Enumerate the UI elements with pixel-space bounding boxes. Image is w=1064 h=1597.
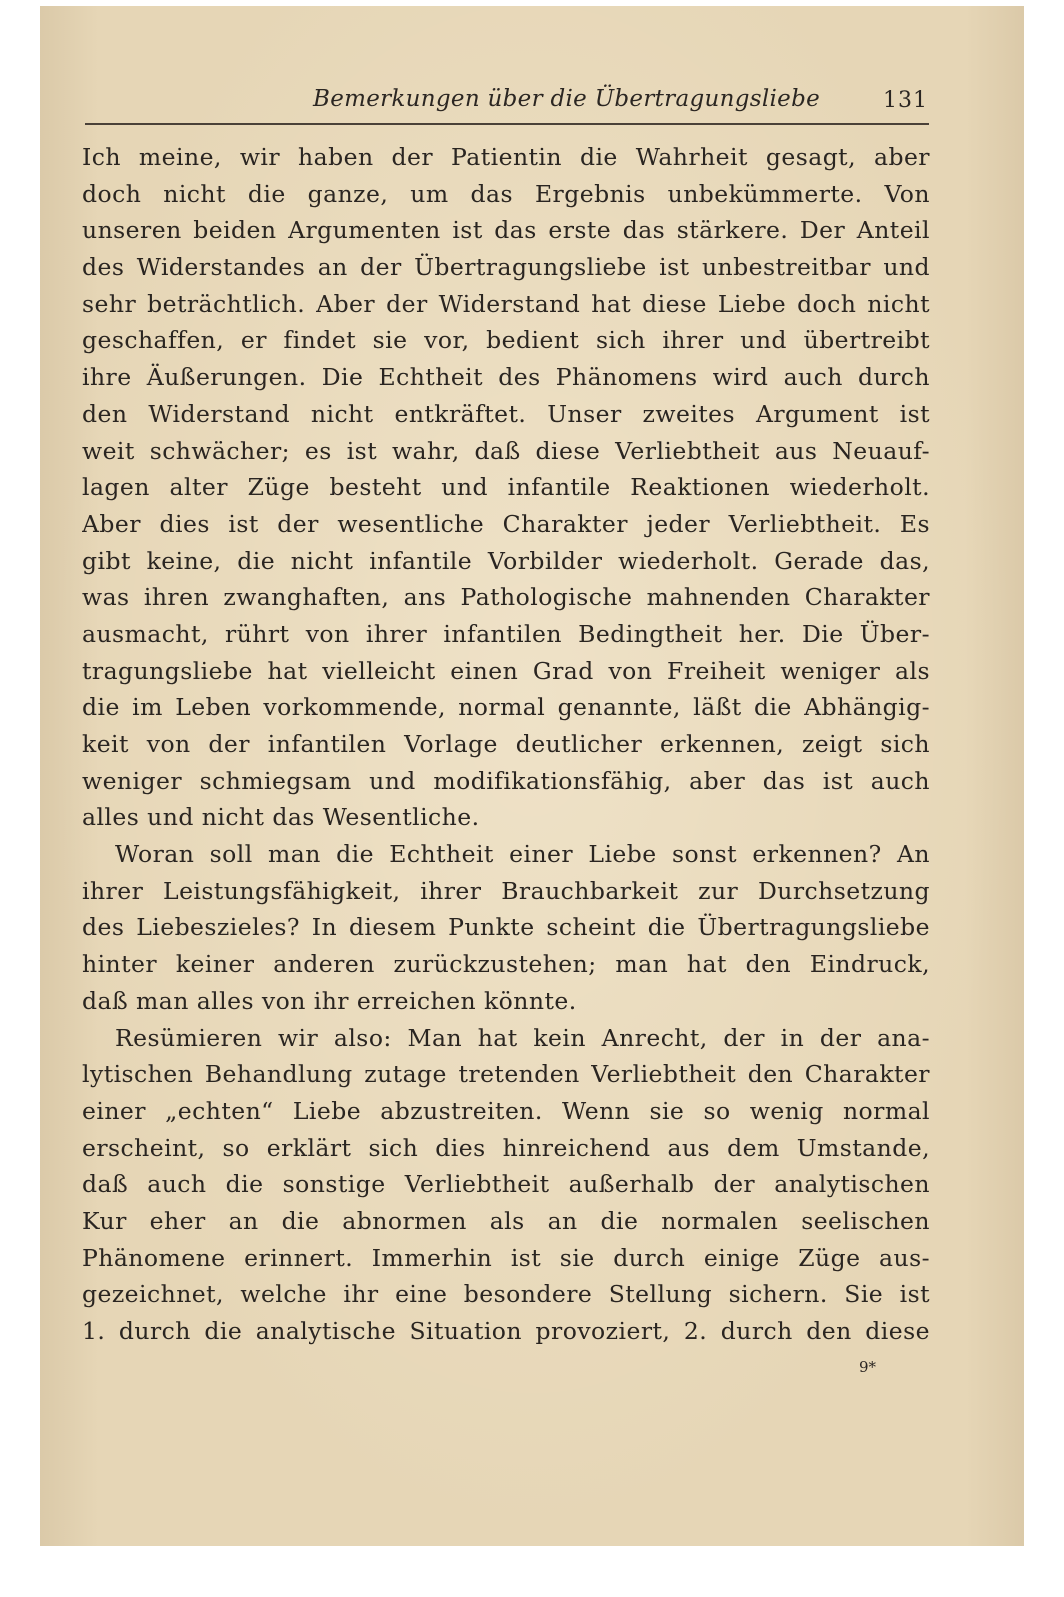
text-line: hinter keiner anderen zurückzustehen; man hat den Eindruck, — [82, 950, 930, 979]
text-line: ihre Äußerungen. Die Echtheit des Phänomens wird auch durch — [82, 363, 930, 392]
text-line: gibt keine, die nicht infantile Vorbilder wiederholt. Gerade das, — [82, 546, 930, 575]
book-page — [40, 6, 1024, 1546]
text-line: des Liebeszieles? In diesem Punkte scheint die Übertragungsliebe — [82, 913, 930, 942]
text-line: gezeichnet, welche ihr eine besondere Stellung sichern. Sie ist — [82, 1280, 930, 1309]
text-line: einer „echten“ Liebe abzustreiten. Wenn sie so wenig normal — [82, 1096, 930, 1125]
text-line: Phänomene erinnert. Immerhin ist sie durch einige Züge aus- — [82, 1243, 930, 1272]
text-line: ihrer Leistungsfähigkeit, ihrer Brauchbarkeit zur Durchsetzung — [82, 876, 930, 905]
text-line: was ihren zwanghaften, ans Pathologische mahnenden Charakter — [82, 583, 930, 612]
text-line: erscheint, so erklärt sich dies hinreichend aus dem Umstande, — [82, 1133, 930, 1162]
signature-mark: 9* — [859, 1358, 877, 1376]
text-line: 1. durch die analytische Situation provoziert, 2. durch den diese — [82, 1317, 930, 1345]
text-line: weit schwächer; es ist wahr, daß diese Verliebtheit aus Neuauf- — [82, 436, 930, 465]
text-line: Woran soll man die Echtheit einer Liebe sonst erkennen? An — [115, 840, 930, 869]
text-line: unseren beiden Argumenten ist das erste das stärkere. Der Anteil — [82, 216, 930, 245]
text-line: Resümieren wir also: Man hat kein Anrecht, der in der ana- — [115, 1023, 930, 1052]
text-line: den Widerstand nicht entkräftet. Unser zweites Argument ist — [82, 399, 930, 428]
text-line: ausmacht, rührt von ihrer infantilen Bedingtheit her. Die Über- — [82, 619, 930, 648]
text-line: des Widerstandes an der Übertragungsliebe ist unbestreitbar und — [82, 253, 930, 282]
body-text — [82, 139, 930, 1350]
running-title: Bemerkungen über die Übertragungsliebe — [313, 86, 821, 112]
text-line: Aber dies ist der wesentliche Charakter jeder Verliebtheit. Es — [82, 509, 930, 538]
text-line: tragungsliebe hat vielleicht einen Grad von Freiheit weniger als — [82, 656, 930, 685]
text-line: Kur eher an die abnormen als an die normalen seelischen — [82, 1206, 930, 1235]
text-line: daß auch die sonstige Verliebtheit außerhalb der analytischen — [82, 1170, 930, 1199]
text-line: keit von der infantilen Vorlage deutlicher erkennen, zeigt sich — [82, 730, 930, 758]
text-line: lagen alter Züge besteht und infantile Reaktionen wiederholt. — [82, 473, 930, 502]
page-header — [85, 82, 930, 118]
text-line: lytischen Behandlung zutage tretenden Verliebtheit den Charakter — [82, 1060, 930, 1089]
text-line: die im Leben vorkommende, normal genannte, läßt die Abhängig- — [82, 693, 930, 722]
text-line: sehr beträchtlich. Aber der Widerstand hat diese Liebe doch nicht — [82, 289, 930, 318]
text-line: geschaffen, er findet sie vor, bedient sich ihrer und übertreibt — [82, 326, 930, 355]
text-line: Ich meine, wir haben der Patientin die Wahrheit gesagt, aber — [82, 143, 930, 171]
text-line: weniger schmiegsam und modifikationsfähig, aber das ist auch — [82, 766, 930, 795]
text-line: doch nicht die ganze, um das Ergebnis unbekümmerte. Von — [82, 179, 930, 208]
page-number: 131 — [883, 88, 928, 113]
text-line: alles und nicht das Wesentliche. — [82, 803, 480, 832]
header-rule — [85, 123, 929, 125]
text-line: daß man alles von ihr erreichen könnte. — [82, 986, 577, 1015]
